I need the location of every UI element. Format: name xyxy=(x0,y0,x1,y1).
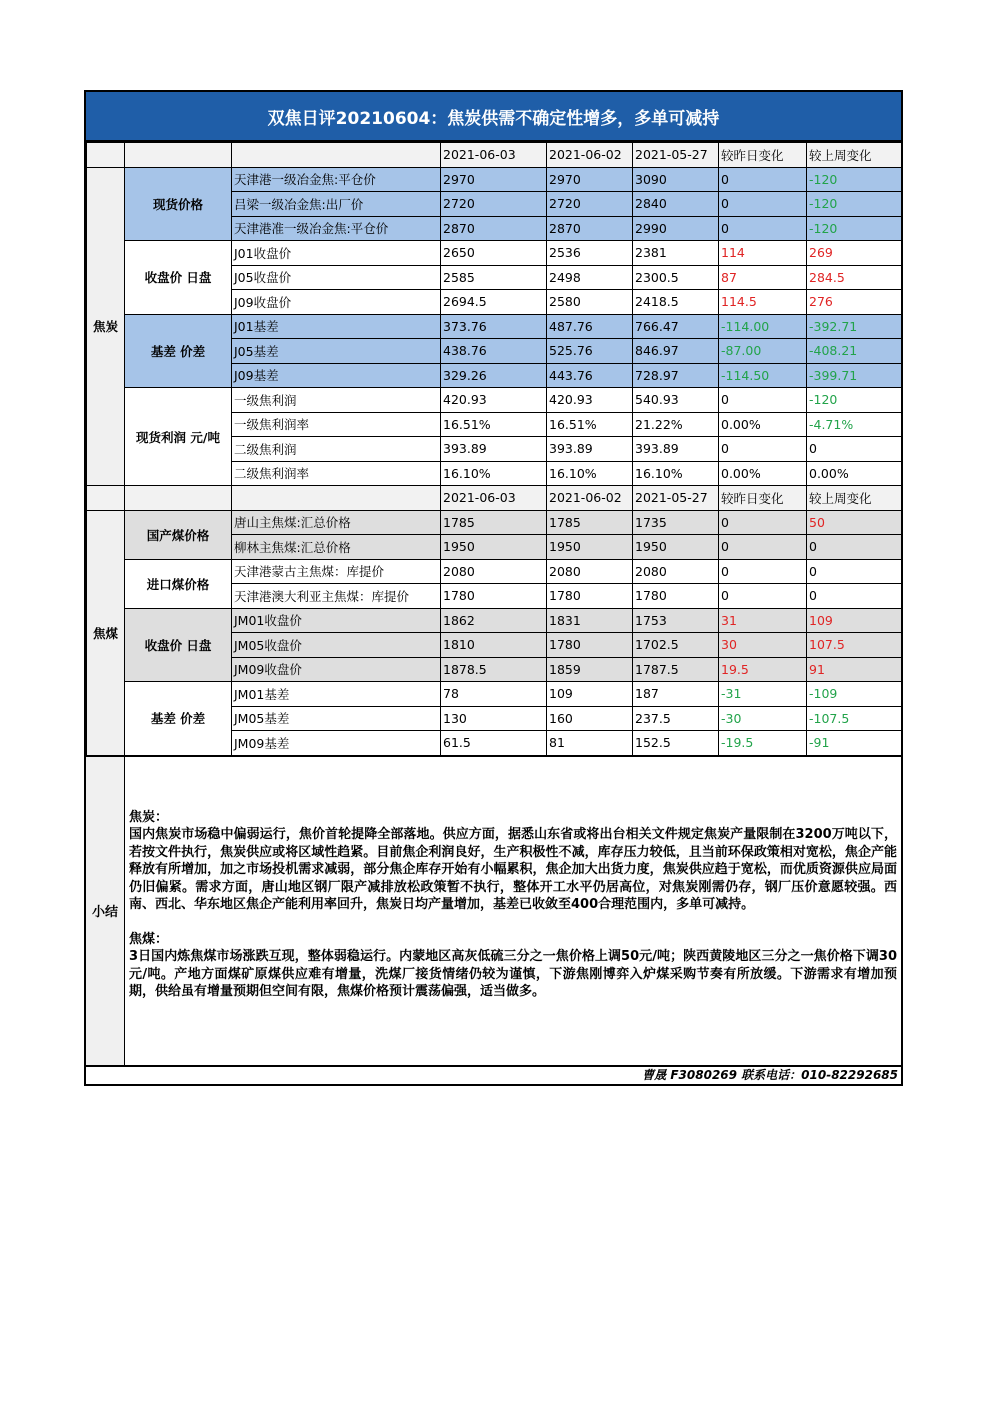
value-cell: 540.93 xyxy=(633,388,719,413)
value-cell: -392.71 xyxy=(807,314,902,339)
value-cell: 16.51% xyxy=(547,412,633,437)
value-cell: 1810 xyxy=(441,633,547,658)
value-cell: 2870 xyxy=(441,216,547,241)
value-cell: 21.22% xyxy=(633,412,719,437)
value-cell: 1780 xyxy=(547,584,633,609)
value-cell: 107.5 xyxy=(807,633,902,658)
indicator-name: J09收盘价 xyxy=(232,290,441,315)
value-cell: 152.5 xyxy=(633,731,719,756)
value-cell: 0 xyxy=(807,584,902,609)
value-cell: 2498 xyxy=(547,265,633,290)
value-cell: 114 xyxy=(719,241,807,266)
indicator-name: 天津港澳大利亚主焦煤：库提价 xyxy=(232,584,441,609)
coking-coal-group-label: 焦煤 xyxy=(87,510,125,755)
value-cell: 284.5 xyxy=(807,265,902,290)
value-cell: 2720 xyxy=(547,192,633,217)
value-cell: 1785 xyxy=(547,510,633,535)
header-blank-cell xyxy=(125,143,232,168)
value-cell: 1753 xyxy=(633,608,719,633)
value-cell: 2080 xyxy=(547,559,633,584)
header-blank-cell xyxy=(125,486,232,511)
value-cell: 0 xyxy=(719,216,807,241)
coal-summary-text: 3日国内炼焦煤市场涨跌互现，整体弱稳运行。内蒙地区高灰低硫三分之一焦价格上调50元/吨；陕西黄陵地区三分之一焦价格下调30元/吨。产地方面煤矿原煤供应难有增量，洗煤厂接货情绪仍较为谨慎，下游焦刚博弈入炉煤采购节奏有所放缓。下游需求有增加预期，供给虽有增量预期但空间有限，焦煤价格预计震荡偏强，适当做多。 xyxy=(129,949,897,999)
indicator-name: J09基差 xyxy=(232,363,441,388)
value-cell: 78 xyxy=(441,682,547,707)
value-cell: 2990 xyxy=(633,216,719,241)
value-cell: 0 xyxy=(719,559,807,584)
value-cell: -120 xyxy=(807,388,902,413)
value-cell: 1780 xyxy=(547,633,633,658)
value-cell: 2870 xyxy=(547,216,633,241)
column-header: 2021-05-27 xyxy=(633,143,719,168)
value-cell: 3090 xyxy=(633,167,719,192)
value-cell: 393.89 xyxy=(547,437,633,462)
value-cell: 276 xyxy=(807,290,902,315)
coke-group-label: 焦炭 xyxy=(87,167,125,486)
indicator-name: J01收盘价 xyxy=(232,241,441,266)
value-cell: 0 xyxy=(719,510,807,535)
value-cell: 2585 xyxy=(441,265,547,290)
indicator-name: J05基差 xyxy=(232,339,441,364)
indicator-name: JM05基差 xyxy=(232,706,441,731)
value-cell: 2418.5 xyxy=(633,290,719,315)
summary-label: 小结 xyxy=(86,757,125,1065)
value-cell: 16.10% xyxy=(633,461,719,486)
value-cell: -31 xyxy=(719,682,807,707)
value-cell: -408.21 xyxy=(807,339,902,364)
value-cell: -120 xyxy=(807,192,902,217)
value-cell: 373.76 xyxy=(441,314,547,339)
table-row xyxy=(87,559,902,584)
value-cell: 91 xyxy=(807,657,902,682)
table-row xyxy=(87,167,902,192)
value-cell: 1735 xyxy=(633,510,719,535)
value-cell: 1785 xyxy=(441,510,547,535)
value-cell: 2970 xyxy=(547,167,633,192)
value-cell: 160 xyxy=(547,706,633,731)
table-row xyxy=(87,608,902,633)
value-cell: 237.5 xyxy=(633,706,719,731)
value-cell: -399.71 xyxy=(807,363,902,388)
analyst-contact: 曹晟 F3080269 联系电话：010-82292685 xyxy=(86,1065,901,1084)
value-cell: 1780 xyxy=(633,584,719,609)
value-cell: 2381 xyxy=(633,241,719,266)
coke-summary-heading: 焦炭： xyxy=(129,809,169,825)
column-header: 2021-06-02 xyxy=(547,143,633,168)
value-cell: 1702.5 xyxy=(633,633,719,658)
indicator-name: JM05收盘价 xyxy=(232,633,441,658)
column-header: 较昨日变化 xyxy=(719,143,807,168)
value-cell: 50 xyxy=(807,510,902,535)
value-cell: 420.93 xyxy=(547,388,633,413)
value-cell: 2080 xyxy=(441,559,547,584)
column-header: 2021-06-03 xyxy=(441,486,547,511)
value-cell: 0 xyxy=(807,437,902,462)
value-cell: 1780 xyxy=(441,584,547,609)
header-blank-cell xyxy=(232,143,441,168)
report-title: 双焦日评20210604：焦炭供需不确定性增多，多单可减持 xyxy=(86,92,901,142)
value-cell: 1950 xyxy=(441,535,547,560)
value-cell: 109 xyxy=(547,682,633,707)
daily-report-sheet xyxy=(84,90,903,1086)
category-label: 现货价格 xyxy=(125,167,232,241)
value-cell: 1831 xyxy=(547,608,633,633)
value-cell: -109 xyxy=(807,682,902,707)
value-cell: -19.5 xyxy=(719,731,807,756)
value-cell: 2650 xyxy=(441,241,547,266)
value-cell: 1878.5 xyxy=(441,657,547,682)
value-cell: 16.10% xyxy=(441,461,547,486)
table-row xyxy=(87,241,902,266)
value-cell: 0 xyxy=(719,192,807,217)
value-cell: 61.5 xyxy=(441,731,547,756)
column-header: 较上周变化 xyxy=(807,143,902,168)
value-cell: -91 xyxy=(807,731,902,756)
value-cell: 1950 xyxy=(633,535,719,560)
value-cell: -120 xyxy=(807,216,902,241)
value-cell: 2300.5 xyxy=(633,265,719,290)
value-cell: 2840 xyxy=(633,192,719,217)
value-cell: 393.89 xyxy=(633,437,719,462)
header-blank-cell xyxy=(87,486,125,511)
value-cell: 81 xyxy=(547,731,633,756)
value-cell: 269 xyxy=(807,241,902,266)
value-cell: -87.00 xyxy=(719,339,807,364)
value-cell: 2720 xyxy=(441,192,547,217)
value-cell: 187 xyxy=(633,682,719,707)
category-label: 现货利润 元/吨 xyxy=(125,388,232,486)
column-header: 2021-06-02 xyxy=(547,486,633,511)
value-cell: 2694.5 xyxy=(441,290,547,315)
value-cell: -120 xyxy=(807,167,902,192)
indicator-name: 二级焦利润率 xyxy=(232,461,441,486)
value-cell: 0 xyxy=(719,535,807,560)
value-cell: -114.50 xyxy=(719,363,807,388)
summary-body xyxy=(125,757,901,1065)
category-label: 收盘价 日盘 xyxy=(125,241,232,315)
value-cell: 2536 xyxy=(547,241,633,266)
indicator-name: 一级焦利润率 xyxy=(232,412,441,437)
header-row xyxy=(87,486,902,511)
value-cell: 766.47 xyxy=(633,314,719,339)
value-cell: 393.89 xyxy=(441,437,547,462)
value-cell: 1787.5 xyxy=(633,657,719,682)
value-cell: 16.10% xyxy=(547,461,633,486)
category-label: 国产煤价格 xyxy=(125,510,232,559)
value-cell: 420.93 xyxy=(441,388,547,413)
value-cell: 2970 xyxy=(441,167,547,192)
table-row xyxy=(87,510,902,535)
value-cell: 0 xyxy=(719,437,807,462)
value-cell: 728.97 xyxy=(633,363,719,388)
indicator-name: 唐山主焦煤:汇总价格 xyxy=(232,510,441,535)
table-row xyxy=(87,314,902,339)
column-header: 2021-05-27 xyxy=(633,486,719,511)
value-cell: -114.00 xyxy=(719,314,807,339)
value-cell: 114.5 xyxy=(719,290,807,315)
value-cell: 109 xyxy=(807,608,902,633)
value-cell: 438.76 xyxy=(441,339,547,364)
category-label: 基差 价差 xyxy=(125,314,232,388)
indicator-name: 柳林主焦煤:汇总价格 xyxy=(232,535,441,560)
category-label: 基差 价差 xyxy=(125,682,232,756)
coal-summary-heading: 焦煤： xyxy=(129,931,169,947)
indicator-name: JM09收盘价 xyxy=(232,657,441,682)
value-cell: 0 xyxy=(719,167,807,192)
value-cell: 2580 xyxy=(547,290,633,315)
value-cell: -4.71% xyxy=(807,412,902,437)
indicator-name: 二级焦利润 xyxy=(232,437,441,462)
category-label: 收盘价 日盘 xyxy=(125,608,232,682)
value-cell: 19.5 xyxy=(719,657,807,682)
value-cell: -107.5 xyxy=(807,706,902,731)
price-table xyxy=(86,142,902,756)
value-cell: -30 xyxy=(719,706,807,731)
value-cell: 846.97 xyxy=(633,339,719,364)
indicator-name: J05收盘价 xyxy=(232,265,441,290)
header-row xyxy=(87,143,902,168)
indicator-name: 吕梁一级冶金焦:出厂价 xyxy=(232,192,441,217)
value-cell: 87 xyxy=(719,265,807,290)
value-cell: 16.51% xyxy=(441,412,547,437)
header-blank-cell xyxy=(232,486,441,511)
column-header: 较昨日变化 xyxy=(719,486,807,511)
value-cell: 0.00% xyxy=(807,461,902,486)
coke-summary-text: 国内焦炭市场稳中偏弱运行，焦价首轮提降全部落地。供应方面，据悉山东省或将出台相关文件规定焦炭产量限制在3200万吨以下，若按文件执行，焦炭供应或将区域性趋紧。目前焦企利润良好，生产积极性不减，库存压力较低，且当前环保政策相对宽松，焦企产能释放有所增加，加之市场投机需求减弱，部分焦企库存开始有小幅累积，焦企加大出货力度，焦炭供应趋于宽松，而优质资源供应局面仍旧偏紧。需求方面，唐山地区钢厂限产减排放松政策暂不执行，整体开工水平仍居高位，对焦炭刚需仍存，钢厂压价意愿较强。西南、西北、华东地区焦企产能利用率回升，焦炭日均产量增加，基差已收敛至400合理范围内，多单可减持。 xyxy=(129,827,897,912)
value-cell: 0 xyxy=(719,388,807,413)
column-header: 较上周变化 xyxy=(807,486,902,511)
value-cell: 30 xyxy=(719,633,807,658)
value-cell: 0 xyxy=(807,535,902,560)
indicator-name: 一级焦利润 xyxy=(232,388,441,413)
table-row xyxy=(87,682,902,707)
indicator-name: JM09基差 xyxy=(232,731,441,756)
category-label: 进口煤价格 xyxy=(125,559,232,608)
value-cell: 443.76 xyxy=(547,363,633,388)
value-cell: 1862 xyxy=(441,608,547,633)
indicator-name: 天津港准一级冶金焦:平仓价 xyxy=(232,216,441,241)
value-cell: 130 xyxy=(441,706,547,731)
value-cell: 1859 xyxy=(547,657,633,682)
indicator-name: J01基差 xyxy=(232,314,441,339)
indicator-name: JM01基差 xyxy=(232,682,441,707)
value-cell: 0.00% xyxy=(719,461,807,486)
value-cell: 2080 xyxy=(633,559,719,584)
value-cell: 525.76 xyxy=(547,339,633,364)
summary-section xyxy=(86,756,901,1065)
value-cell: 0.00% xyxy=(719,412,807,437)
value-cell: 0 xyxy=(807,559,902,584)
value-cell: 1950 xyxy=(547,535,633,560)
value-cell: 31 xyxy=(719,608,807,633)
indicator-name: JM01收盘价 xyxy=(232,608,441,633)
value-cell: 0 xyxy=(719,584,807,609)
column-header: 2021-06-03 xyxy=(441,143,547,168)
header-blank-cell xyxy=(87,143,125,168)
indicator-name: 天津港蒙古主焦煤：库提价 xyxy=(232,559,441,584)
table-row xyxy=(87,388,902,413)
indicator-name: 天津港一级冶金焦:平仓价 xyxy=(232,167,441,192)
value-cell: 487.76 xyxy=(547,314,633,339)
value-cell: 329.26 xyxy=(441,363,547,388)
